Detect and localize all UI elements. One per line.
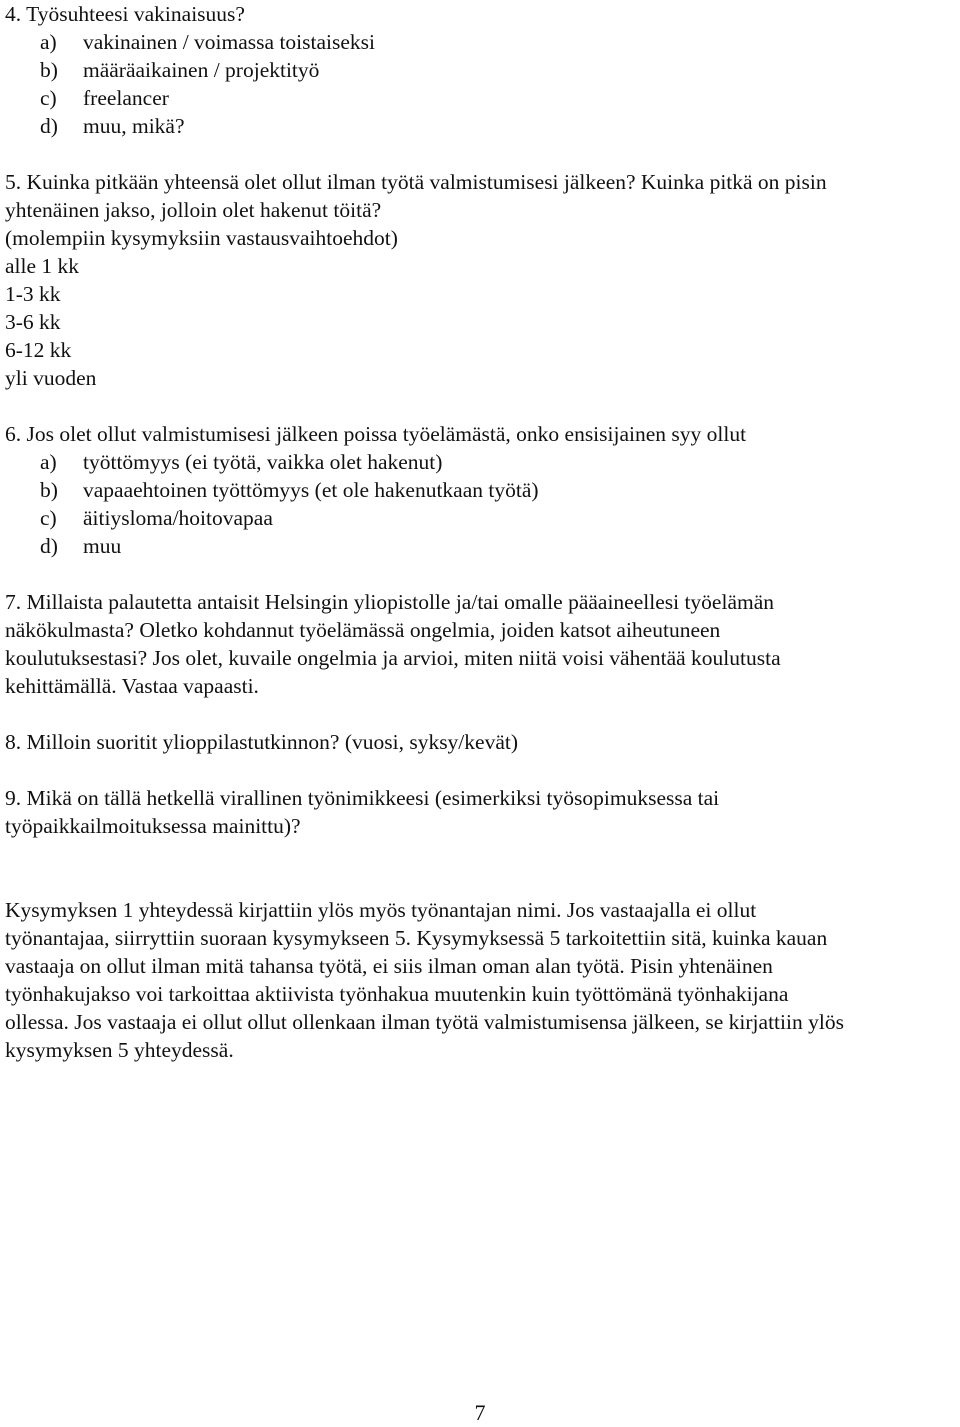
spacer <box>5 700 955 728</box>
question-6-option-d <box>5 532 955 560</box>
question-8-title: 8. Milloin suoritit ylioppilastutkinnon? (vuosi, syksy/kevät) <box>5 730 518 754</box>
document-page <box>5 0 955 1064</box>
spacer <box>5 140 955 168</box>
note-line: ollessa. Jos vastaaja ei ollut ollut ollenkaan ilman työtä valmistumisensa jälkeen, se kirjattiin ylös <box>5 1010 844 1034</box>
option-text: vapaaehtoinen työttömyys (et ole hakenutkaan työtä) <box>83 478 539 502</box>
option-text: määräaikainen / projektityö <box>83 58 320 82</box>
option-marker: d) <box>40 114 58 138</box>
note-line: kysymyksen 5 yhteydessä. <box>5 1038 234 1062</box>
question-6 <box>5 420 955 560</box>
question-4-option-c <box>5 84 955 112</box>
note-line: työnhakujakso voi tarkoittaa aktiivista työnhakua muutenkin kuin työttömänä työnhakijana <box>5 982 789 1006</box>
note-line: työnantajaa, siirryttiin suoraan kysymykseen 5. Kysymyksessä 5 tarkoitettiin sitä, kuinka kauan <box>5 926 828 950</box>
option-marker: c) <box>40 86 57 110</box>
question-7-line: kehittämällä. Vastaa vapaasti. <box>5 674 259 698</box>
question-5-answer-option: alle 1 kk <box>5 254 80 278</box>
spacer <box>5 560 955 588</box>
question-4-option-b <box>5 56 955 84</box>
note-line: vastaaja on ollut ilman mitä tahansa työtä, ei siis ilman oman alan työtä. Pisin yhtenäinen <box>5 954 773 978</box>
question-6-option-c <box>5 504 955 532</box>
option-text: muu <box>83 534 122 558</box>
question-4-title: 4. Työsuhteesi vakinaisuus? <box>5 2 245 26</box>
spacer <box>5 756 955 784</box>
question-5-line: yhtenäinen jakso, jolloin olet hakenut töitä? <box>5 198 382 222</box>
question-5-answer-option: 6-12 kk <box>5 338 72 362</box>
option-marker: b) <box>40 58 58 82</box>
option-text: muu, mikä? <box>83 114 185 138</box>
question-4-option-a <box>5 28 955 56</box>
question-5 <box>5 168 955 392</box>
question-6-option-a <box>5 448 955 476</box>
option-marker: c) <box>40 506 57 530</box>
question-4-option-d <box>5 112 955 140</box>
question-9 <box>5 784 955 840</box>
question-4 <box>5 0 955 140</box>
note-line: Kysymyksen 1 yhteydessä kirjattiin ylös myös työnantajan nimi. Jos vastaajalla ei ollut <box>5 898 757 922</box>
note-paragraph <box>5 896 955 1064</box>
question-7-line: 7. Millaista palautetta antaisit Helsingin yliopistolle ja/tai omalle pääaineellesi työelämän <box>5 590 775 614</box>
question-8 <box>5 728 955 756</box>
question-5-line: (molempiin kysymyksiin vastausvaihtoehdot) <box>5 226 398 250</box>
option-text: työttömyys (ei työtä, vaikka olet hakenut) <box>83 450 443 474</box>
option-marker: b) <box>40 478 58 502</box>
question-5-line: 5. Kuinka pitkään yhteensä olet ollut ilman työtä valmistumisesi jälkeen? Kuinka pitkä on pisin <box>5 170 827 194</box>
option-marker: a) <box>40 450 57 474</box>
spacer <box>5 840 955 896</box>
question-7-line: koulutuksestasi? Jos olet, kuvaile ongelmia ja arvioi, miten niitä voisi vähentää koulutusta <box>5 646 781 670</box>
page-number: 7 <box>474 1400 486 1425</box>
question-5-answer-option: 3-6 kk <box>5 310 61 334</box>
option-text: freelancer <box>83 86 169 110</box>
question-6-option-b <box>5 476 955 504</box>
option-text: äitiysloma/hoitovapaa <box>83 506 273 530</box>
option-marker: d) <box>40 534 58 558</box>
option-marker: a) <box>40 30 57 54</box>
question-5-answer-option: 1-3 kk <box>5 282 61 306</box>
question-9-line: työpaikkailmoituksessa mainittu)? <box>5 814 301 838</box>
question-9-line: 9. Mikä on tällä hetkellä virallinen työnimikkeesi (esimerkiksi työsopimuksessa tai <box>5 786 720 810</box>
option-text: vakinainen / voimassa toistaiseksi <box>83 30 375 54</box>
question-6-title: 6. Jos olet ollut valmistumisesi jälkeen poissa työelämästä, onko ensisijainen syy ollut <box>5 422 747 446</box>
question-7-line: näkökulmasta? Oletko kohdannut työelämässä ongelmia, joiden katsot aiheutuneen <box>5 618 721 642</box>
question-5-answer-option: yli vuoden <box>5 366 97 390</box>
question-7 <box>5 588 955 700</box>
spacer <box>5 392 955 420</box>
